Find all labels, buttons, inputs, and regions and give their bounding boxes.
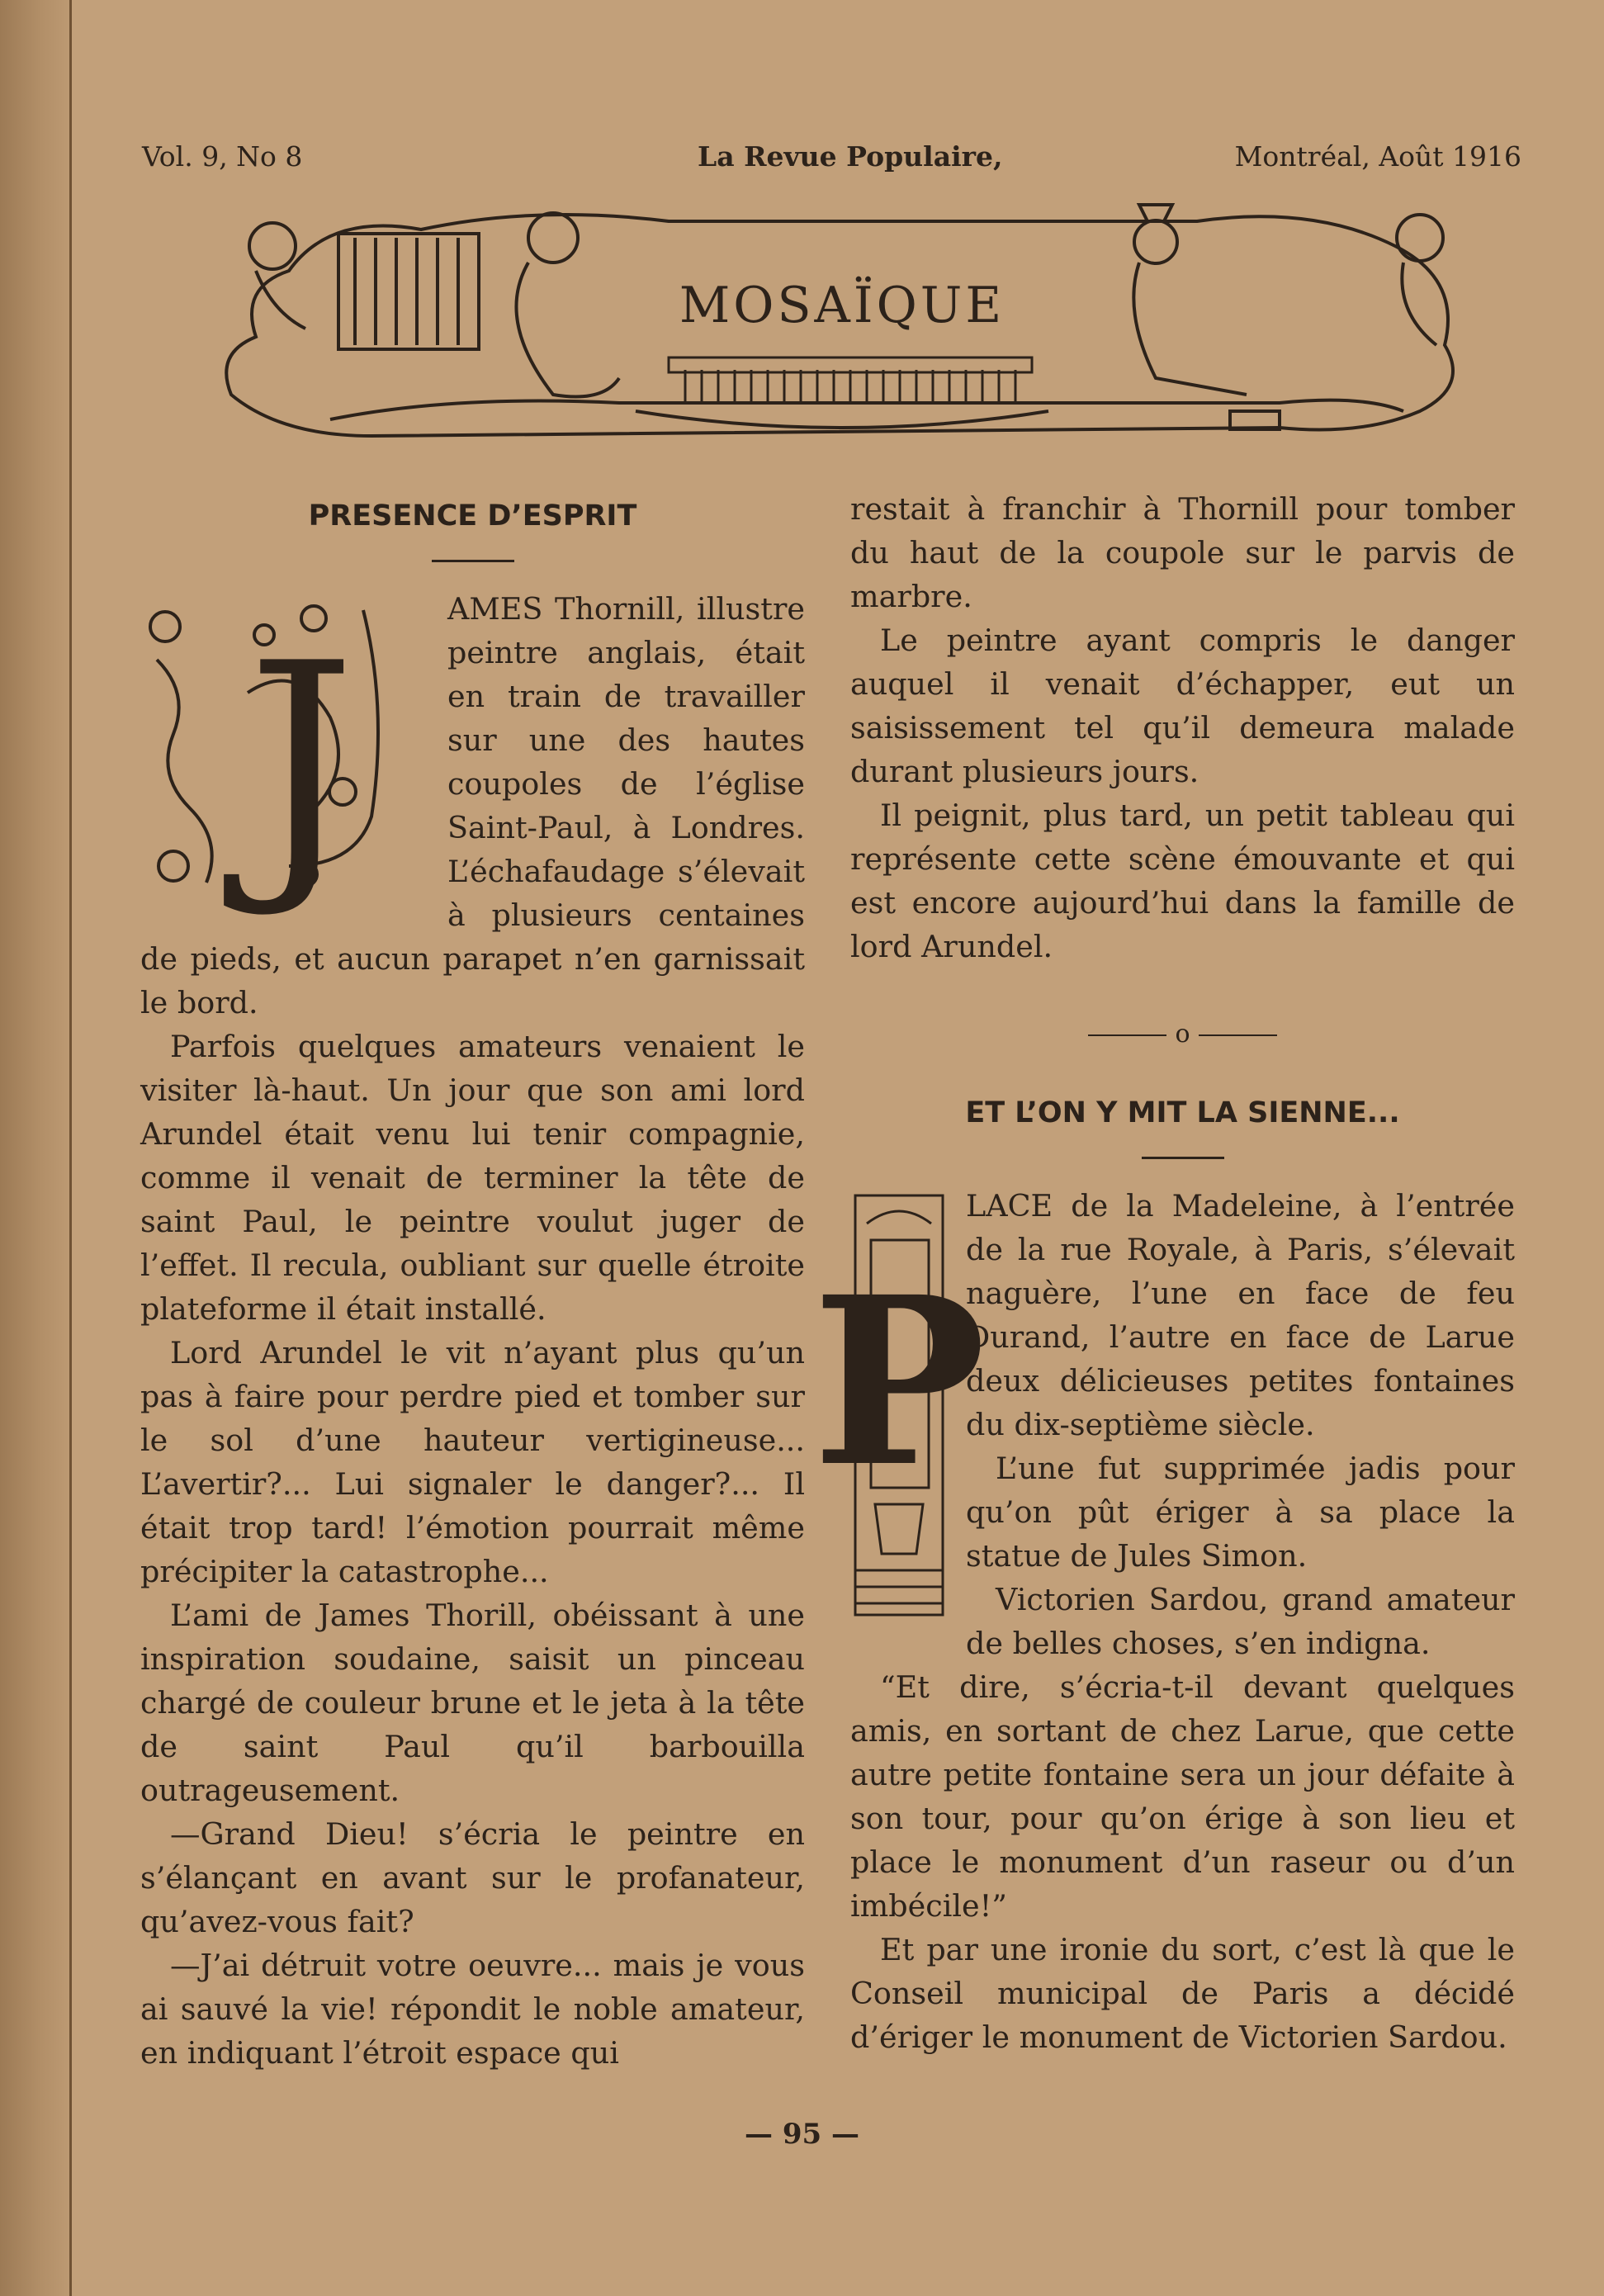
binding-edge [69, 0, 72, 2296]
article-2-title: ET L’ON Y MIT LA SIENNE... [965, 1096, 1400, 1129]
article-1-continued-2: Le peintre ayant compris le danger auquel il venait d’échapper, eut un saisissement tel qu’il demeura malade durant plusieurs jours. [850, 623, 1515, 789]
article-1-continued-1: restait à franchir à Thornill pour tomber du haut de la coupole sur le parvis de marbre. [850, 491, 1515, 614]
page-number: — 95 — [745, 2118, 859, 2151]
article-1-title: PRESENCE D’ESPRIT [308, 499, 637, 533]
title-rule [1142, 1157, 1224, 1159]
article-1-paragraph-1: AMES Thornill, illustre peintre anglais, était en train de travailler sur une des hautes coupoles de l’église Saint-Paul, à Londres. L’échafaudage s’élevait à plusieurs centaines de pieds, et aucun parapet n’en garnissait le bord. [140, 591, 805, 1020]
place-date: Montréal, Août 1916 [1234, 140, 1521, 173]
title-rule [432, 560, 514, 562]
article-1-paragraph-5: —Grand Dieu! s’écria le peintre en s’élançant en avant sur le profanateur, qu’avez-vous fait? [140, 1816, 805, 1939]
banner-title: MOSAÏQUE [679, 277, 1005, 334]
left-column [140, 487, 805, 2075]
banner-illustration [206, 188, 1478, 457]
mosaique-banner [206, 188, 1478, 457]
binding-gutter [0, 0, 71, 2296]
dropcap-letter-p: P [811, 1247, 987, 1518]
article-2-paragraph-3: Victorien Sardou, grand amateur de belles choses, s’en indigna. [966, 1582, 1515, 1661]
dropcap-j-ornament [140, 594, 429, 922]
article-1-paragraph-2: Parfois quelques amateurs venaient le visiter là-haut. Un jour que son ami lord Arundel était venu lui tenir compagnie, comme il venait de terminer la tête de saint Paul, le peintre voulut juger de l’effet. Il recula, oubliant sur quelle étroite plateforme il était installé. [140, 1029, 805, 1327]
article-1-paragraph-6: —J’ai détruit votre oeuvre... mais je vous ai sauvé la vie! répondit le noble amateur, en indiquant l’étroit espace qui [140, 1948, 805, 2071]
publication-name: La Revue Populaire, [698, 140, 1003, 173]
right-column [811, 487, 1515, 2059]
dropcap-p-fountain [811, 1191, 987, 1620]
article-2-paragraph-4: “Et dire, s’écria-t-il devant quelques amis, en sortant de chez Larue, que cette autre petite fontaine sera un jour défaite à son tour, pour qu’on érige à son lieu et place le monument d’un raseur ou d’un imbécile!” [850, 1669, 1515, 1924]
article-1-continued-3: Il peignit, plus tard, un petit tableau qui représente cette scène émouvante et qui est encore aujourd’hui dans la famille de lord Arundel. [850, 798, 1515, 964]
article-1-paragraph-4: L’ami de James Thorill, obéissant à une inspiration soudaine, saisit un pinceau chargé de couleur brune et le jeta à la tête de saint Paul qu’il barbouilla outrageusement. [140, 1598, 805, 1808]
dropcap-j [140, 594, 429, 922]
article-2-paragraph-5: Et par une ironie du sort, c’est là que le Conseil municipal de Paris a décidé d’ériger le monument de Victorien Sardou. [850, 1932, 1515, 2055]
article-2-paragraph-2: L’une fut supprimée jadis pour qu’on pût ériger à sa place la statue de Jules Simon. [966, 1451, 1515, 1574]
volume-number: Vol. 9, No 8 [142, 140, 303, 173]
dropcap-p [811, 1191, 987, 1631]
dropcap-letter-j: J [246, 605, 357, 922]
section-separator: o [850, 1018, 1515, 1051]
article-1-paragraph-3: Lord Arundel le vit n’ayant plus qu’un pas à faire pour perdre pied et tomber sur le sol d’une hauteur vertigineuse... L’avertir?... Lui signaler le danger?... Il était trop tard! l’émotion pourrait même précipiter la catastrophe... [140, 1335, 805, 1589]
article-2-paragraph-1: LACE de la Madeleine, à l’entrée de la rue Royale, à Paris, s’élevait naguère, l’une en face de feu Durand, l’autre en face de Larue deux délicieuses petites fontaines du dix-septième siècle. [966, 1188, 1515, 1442]
